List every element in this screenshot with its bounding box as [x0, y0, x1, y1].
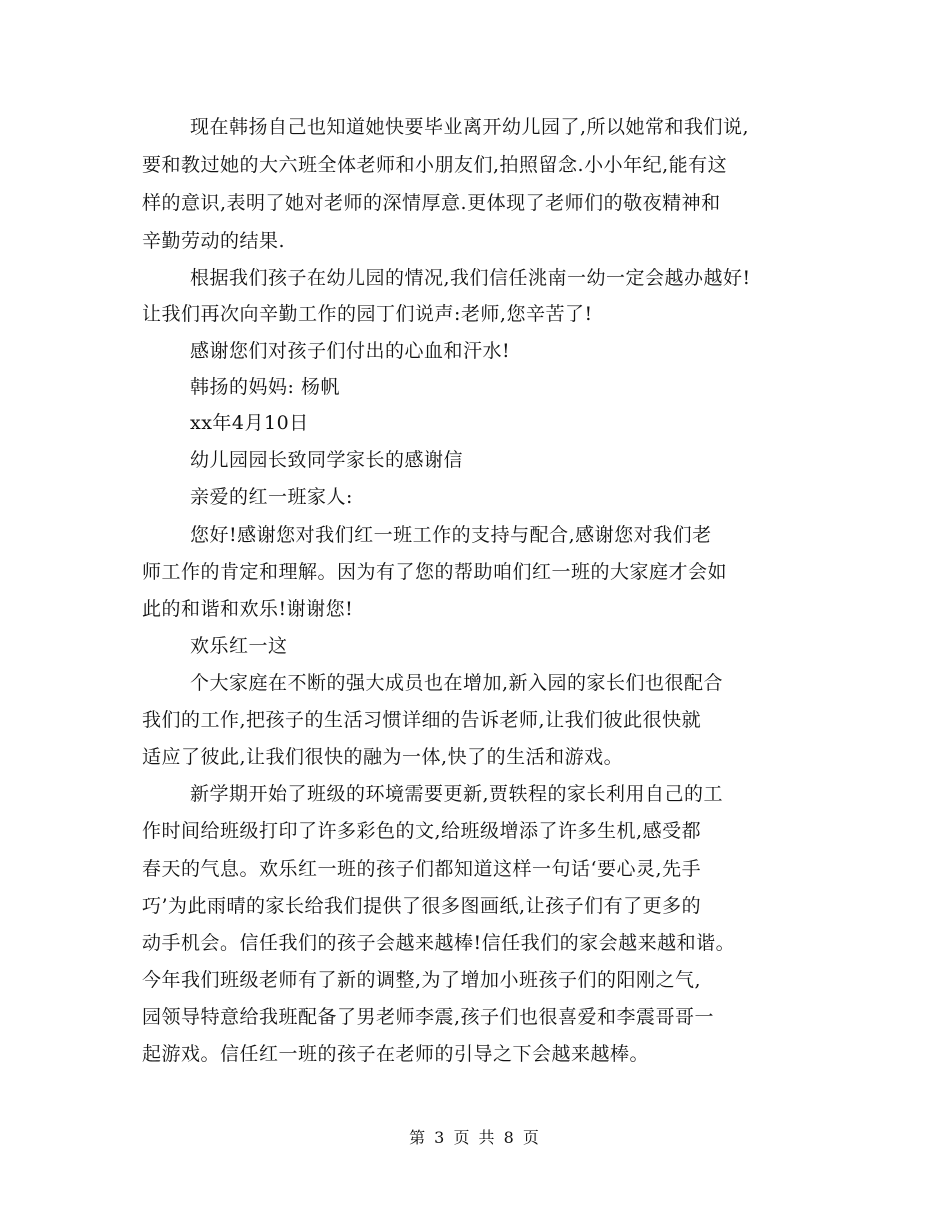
letter-title: 幼儿园园长致同学家长的感谢信	[190, 449, 464, 471]
paragraph-line: 个大家庭在不断的强大成员也在增加,新入园的家长们也很配合	[190, 672, 724, 694]
paragraph-line: 作时间给班级打印了许多彩色的文,给班级增添了许多生机,感受都	[142, 820, 702, 842]
paragraph-line: 您好!感谢您对我们红一班工作的支持与配合,感谢您对我们老	[190, 524, 712, 546]
date-line: xx年4月10日	[190, 412, 309, 434]
paragraph-line: 感谢您们对孩子们付出的心血和汗水!	[190, 340, 511, 362]
paragraph-line: 巧’为此雨晴的家长给我们提供了很多图画纸,让孩子们有了更多的	[142, 895, 702, 917]
paragraph-line: 新学期开始了班级的环境需要更新,贾轶程的家长利用自己的工	[190, 783, 724, 805]
paragraph-line: 让我们再次向辛勤工作的园丁们说声:老师,您辛苦了!	[142, 303, 593, 325]
salutation: 亲爱的红一班家人:	[190, 486, 353, 508]
paragraph-line: 辛勤劳动的结果.	[142, 230, 286, 252]
paragraph-line: 动手机会。信任我们的孩子会越来越棒!信任我们的家会越来越和谐。	[142, 932, 736, 954]
paragraph-line: 我们的工作,把孩子的生活习惯详细的告诉老师,让我们彼此很快就	[142, 709, 702, 731]
paragraph-line: 园领导特意给我班配备了男老师李震,孩子们也很喜爱和李震哥哥一	[142, 1006, 715, 1028]
paragraph-line: 春天的气息。欢乐红一班的孩子们都知道这样一句话‘要心灵,先手	[142, 858, 702, 880]
paragraph-line: 根据我们孩子在幼儿园的情况,我们信任洮南一幼一定会越办越好!	[190, 267, 751, 289]
paragraph-line: 今年我们班级老师有了新的调整,为了增加小班孩子们的阳刚之气,	[142, 969, 702, 991]
paragraph-line: 现在韩扬自己也知道她快要毕业离开幼儿园了,所以她常和我们说,	[190, 116, 750, 138]
paragraph-line: 样的意识,表明了她对老师的深情厚意.更体现了老师们的敬夜精神和	[142, 192, 721, 214]
paragraph-line: 适应了彼此,让我们很快的融为一体,快了的生活和游戏。	[142, 746, 624, 768]
page-number-footer: 第 3 页 共 8 页	[409, 1128, 541, 1147]
paragraph-line: 师工作的肯定和理解。因为有了您的帮助咱们红一班的大家庭才会如	[142, 561, 728, 583]
signature-line: 韩扬的妈妈: 杨帆	[190, 376, 340, 398]
paragraph-line: 欢乐红一这	[190, 635, 288, 657]
paragraph-line: 要和教过她的大六班全体老师和小朋友们,拍照留念.小小年纪,能有这	[142, 154, 728, 176]
paragraph-line: 此的和谐和欢乐!谢谢您!	[142, 598, 354, 620]
paragraph-line: 起游戏。信任红一班的孩子在老师的引导之下会越来越棒。	[142, 1043, 650, 1065]
